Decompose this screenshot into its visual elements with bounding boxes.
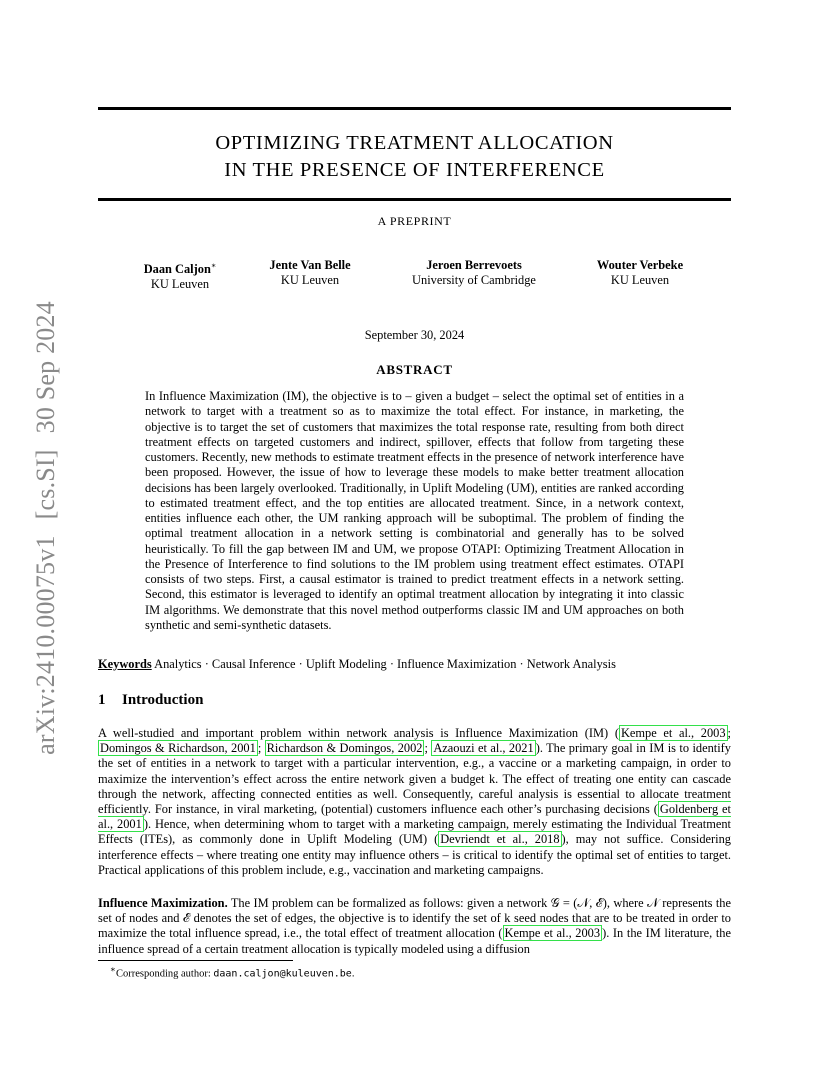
- paper-title-line-1: OPTIMIZING TREATMENT ALLOCATION: [215, 132, 614, 154]
- author-affiliation: KU Leuven: [150, 277, 210, 292]
- footnote-end: .: [351, 968, 355, 980]
- publication-date: September 30, 2024: [364, 328, 465, 342]
- keywords-label: Keywords: [98, 657, 152, 671]
- im-text: The IM problem can be formalized as follows: given a network 𝒢 = (𝒩, ℰ), where 𝒩 represents the set of nodes and ℰ denotes the set of edges, the objective is to identify the set of k seed nodes that are to be treated in order to maximize the total influence spread, i.e., the total effect of treatment allocation (: [98, 896, 731, 941]
- paper-title-line-2: IN THE PRESENCE OF INTERFERENCE: [224, 159, 605, 181]
- citation-link[interactable]: Kempe et al., 2003: [504, 926, 601, 941]
- citation-link[interactable]: Goldenberg et al., 2001: [98, 802, 731, 832]
- author-block: [394, 258, 554, 288]
- preprint-label: A PREPRINT: [377, 214, 452, 228]
- im-paragraph: [98, 896, 731, 957]
- arxiv-category: [cs.SI]: [31, 449, 60, 520]
- section-heading: [98, 692, 203, 709]
- footnote-mark: ∗: [110, 964, 116, 974]
- author-name: Jeroen Berrevoets: [426, 258, 522, 272]
- footnote-mark: ∗: [210, 261, 217, 270]
- author-affiliation: KU Leuven: [280, 273, 340, 287]
- author-affiliation: KU Leuven: [610, 273, 670, 287]
- author-affiliation: University of Cambridge: [412, 273, 536, 287]
- intro-text: ;: [727, 726, 731, 740]
- paragraph-heading: Influence Maximization.: [98, 896, 228, 910]
- author-email: daan.caljon@kuleuven.be: [213, 968, 352, 980]
- intro-text: ), may not suffice. Considering interference effects – where treating one entity may influence others – is critical to identify the optimal set of entities to target. Practical applications of this problem include, e.g., vaccination and marketing campaigns.: [98, 832, 731, 877]
- arxiv-date: 30 Sep 2024: [31, 301, 60, 434]
- title-top-rule: [98, 107, 731, 110]
- citation-link[interactable]: Domingos & Richardson, 2001: [100, 741, 256, 756]
- section-number: 1: [98, 692, 106, 708]
- arxiv-id: arXiv:2410.00075v1: [31, 535, 60, 755]
- intro-paragraph: [98, 726, 731, 878]
- citation-link[interactable]: Devriendt et al., 2018: [440, 832, 560, 847]
- author-name: [120, 258, 240, 277]
- author-name: Wouter Verbeke: [596, 258, 684, 272]
- abstract-heading: ABSTRACT: [376, 362, 453, 377]
- keywords-list: Analytics · Causal Inference · Uplift Modeling · Influence Maximization · Network Analysis: [154, 657, 616, 671]
- intro-text: ;: [424, 741, 432, 756]
- intro-text: ). The primary goal in IM is to identify the set of entities in a network to target with a particular intervention, e.g., a vaccine or a marketing campaign, in order to maximize the intervention’s effect across the entire network given a budget k. The effect of treating one entity can cascade through the network, affecting connected entities as well. Consequently, careful analysis is essential to allocate treatment efficiently. For instance, in viral marketing, (potential) customers influence each other’s purchasing decisions (: [98, 741, 731, 817]
- footnote-text: Corresponding author:: [115, 968, 214, 980]
- abstract-text: In Influence Maximization (IM), the objective is to – given a budget – select the optimal set of entities in a network to target with a treatment so as to maximize the total effect. For instance, in marketing, the objective is to target the set of customers that maximizes the total response rate, resulting from both direct treatment effects on targeted customers and indirect, spillover, effects that follow from targeting these customers. Recently, new methods to estimate treatment effects in the presence of network interference have been proposed. However, the issue of how to leverage these models to make better treatment allocation decisions has been largely overlooked. Traditionally, in Uplift Modeling (UM), entities are ranked according to estimated treatment effect, and the top entities are allocated treatment. Since, in a network context, entities influence each other, the UM ranking approach will be suboptimal. The problem of finding the optimal treatment allocation in a network setting is combinatorial and generally has to be solved heuristically. To fill the gap between IM and UM, we propose OTAPI: Optimizing Treatment Allocation in the Presence of Interference to find solutions to the IM problem using treatment effect estimates. OTAPI consists of two steps. First, a causal estimator is trained to predict treatment effects in a network setting. Second, this estimator is leveraged to identify an optimal treatment allocation by integrating it into classic IM algorithms. We demonstrate that this novel method outperforms classic IM and UM approaches on both synthetic and semi-synthetic datasets.: [145, 389, 684, 632]
- section-title: Introduction: [122, 692, 204, 708]
- footnote-rule: [98, 960, 293, 961]
- im-text: ). In the IM literature, the influence spread of a certain treatment allocation is typically modeled using a diffusion: [98, 926, 731, 956]
- author-name: Jente Van Belle: [269, 258, 351, 272]
- author-block: [580, 258, 700, 288]
- title-bottom-rule: [98, 198, 731, 201]
- citation-link[interactable]: Azaouzi et al., 2021: [433, 741, 534, 756]
- citation-link[interactable]: Kempe et al., 2003: [620, 726, 726, 740]
- author-block: [120, 258, 240, 292]
- citation-link[interactable]: Richardson & Domingos, 2002: [266, 741, 423, 756]
- keywords: [98, 657, 731, 672]
- intro-text: A well-studied and important problem within network analysis is Influence Maximization (IM) (: [98, 726, 619, 740]
- intro-text: ). Hence, when determining whom to target with a marketing campaign, merely estimating the Individual Treatment Effects (ITEs), as commonly done in Uplift Modeling (UM) (: [98, 817, 731, 847]
- author-name-text: Daan Caljon: [143, 262, 211, 277]
- arxiv-sidebar: [31, 301, 61, 755]
- author-block: [250, 258, 370, 288]
- intro-text: ;: [257, 741, 265, 756]
- footnote: [110, 964, 354, 980]
